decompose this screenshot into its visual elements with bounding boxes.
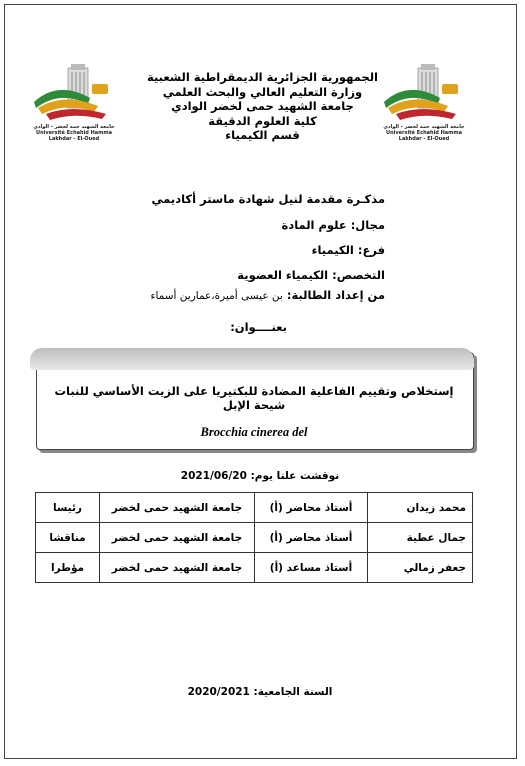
logo-caption-french: Université Echahid Hamma Lakhdar - El-Oued <box>386 130 462 142</box>
jury-role: مؤطرا <box>36 553 100 583</box>
prepared-by-line <box>151 288 385 302</box>
header-republic: الجمهورية الجزائرية الديمقراطية الشعبية <box>146 70 378 84</box>
jury-name: محمد زيدان <box>368 493 473 523</box>
title-box-header-bar <box>30 348 474 370</box>
logo-caption-arabic: جامعة الشهيد حمه لخضر - الوادي <box>33 124 115 130</box>
university-logo-left <box>28 62 120 142</box>
jury-name: جعفر زمالي <box>368 553 473 583</box>
field-line: مجال: علوم المادة <box>281 218 385 232</box>
branch-line: فرع: الكيمياء <box>311 243 385 257</box>
jury-role: مناقشا <box>36 523 100 553</box>
header-university: جامعة الشهيد حمى لخضر الوادي <box>171 99 354 113</box>
header-ministry: وزارة التعليم العالي والبحث العلمي <box>162 84 363 99</box>
specialty-line: التخصص: الكيمياء العضوية <box>237 268 385 282</box>
jury-name: جمال عطية <box>368 523 473 553</box>
memo-line: مذكـرة مقدمة لنيل شهادة ماستر أكاديمي <box>151 192 385 206</box>
table-row <box>36 553 473 583</box>
jury-university: جامعة الشهيد حمى لخضر <box>100 553 255 583</box>
table-row <box>36 523 473 553</box>
university-logo-left-graphic <box>28 62 120 124</box>
institution-header <box>120 70 405 143</box>
jury-grade: أستاذ محاضر (أ) <box>255 523 368 553</box>
thesis-title: إستخلاص وتقييم الفاعلية المضادة للبكتيريا على الزيت الأساسي للنبات شيحة الإبل <box>54 384 454 412</box>
table-row <box>36 493 473 523</box>
title-label: بعنــــوان: <box>230 320 287 334</box>
discussion-date: نوقشت علنا يوم: 2021/06/20 <box>180 470 340 482</box>
academic-year: السنة الجامعية: 2020/2021 <box>187 686 333 698</box>
jury-grade: أستاذ مساعد (أ) <box>255 553 368 583</box>
logo-caption-arabic: جامعة الشهيد حمه لخضر - الوادي <box>383 124 465 130</box>
prepared-names: بن عيسى أميرة،عمارين أسماء <box>150 290 283 302</box>
jury-role: رئيسا <box>36 493 100 523</box>
jury-university: جامعة الشهيد حمى لخضر <box>100 493 255 523</box>
logo-caption-left <box>28 124 120 142</box>
jury-grade: أستاذ محاضر (أ) <box>255 493 368 523</box>
header-department: قسم الكيمياء <box>225 128 300 142</box>
jury-table <box>35 492 473 583</box>
logo-caption-french: Université Echahid Hamma Lakhdar - El-Oued <box>36 130 112 142</box>
header-faculty: كلية العلوم الدقيقة <box>208 113 317 128</box>
thesis-title-latin: Brocchia cinerea del <box>200 425 308 439</box>
jury-university: جامعة الشهيد حمى لخضر <box>100 523 255 553</box>
prepared-label: من إعداد الطالبة: <box>286 288 385 302</box>
